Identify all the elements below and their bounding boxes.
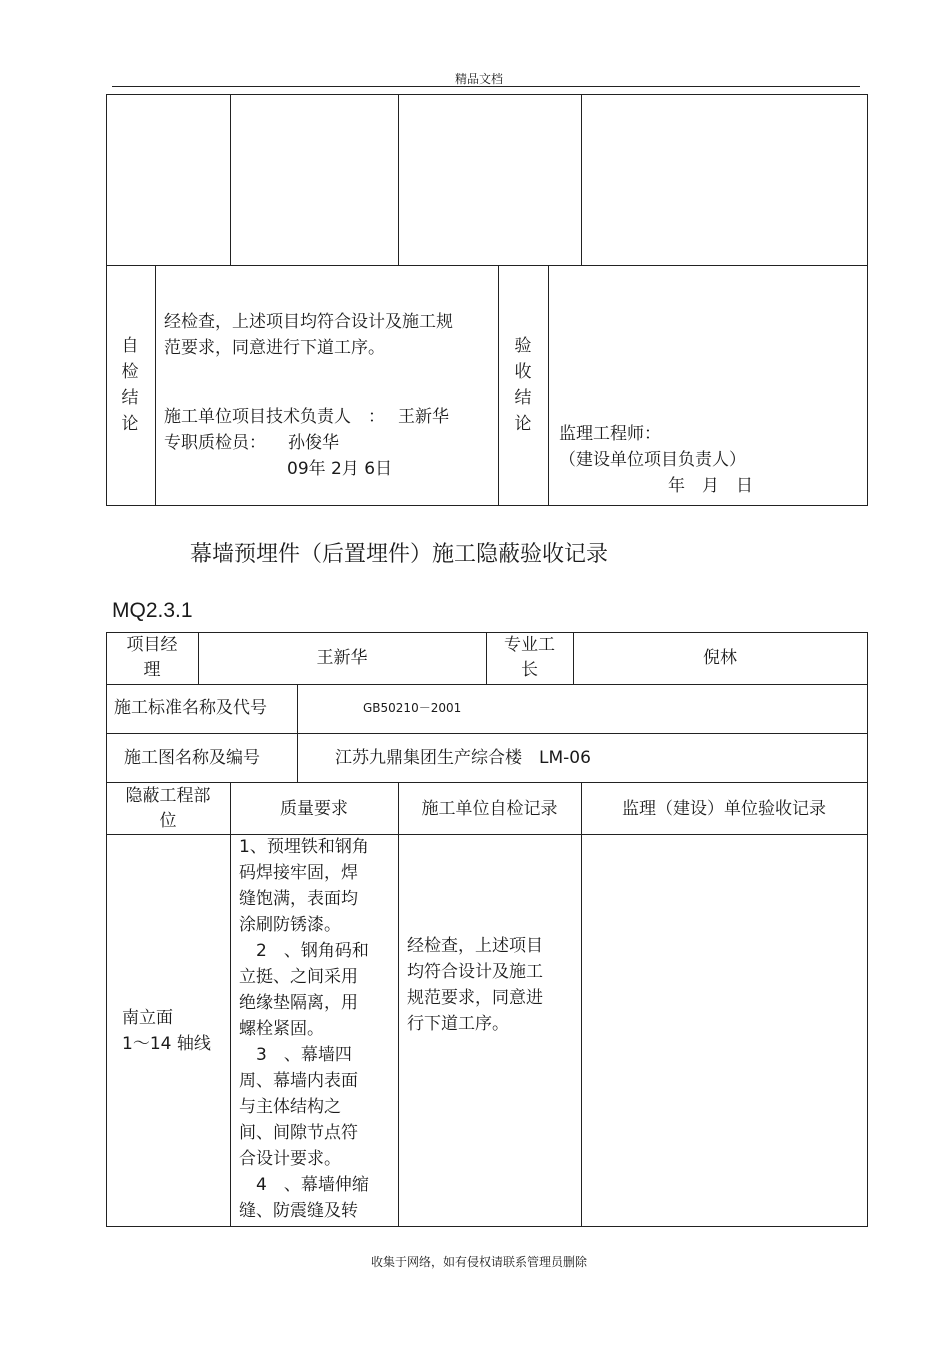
page-header: 精品文档 <box>455 72 504 86</box>
quality-line-1: 1、预埋铁和钢角 <box>239 837 369 857</box>
quality-line-7: 绝缘垫隔离，用 <box>239 993 358 1013</box>
quality-line-6: 立挺、之间采用 <box>239 967 358 987</box>
col-quality: 质量要求 <box>280 799 348 819</box>
drawing-label: 施工图名称及编号 <box>124 748 260 768</box>
acceptance-label: 验收结论 <box>514 336 532 434</box>
project-manager-label-line-1: 项目经 <box>126 635 178 655</box>
location-line-1: 南立面 <box>122 1008 173 1028</box>
self-check-text-line-1: 经检查，上述项目均符合设计及施工规 <box>164 312 453 332</box>
tech-lead-name: 王新华 <box>398 407 449 427</box>
self-record-line-4: 行下道工序。 <box>407 1014 509 1034</box>
quality-line-4: 涂刷防锈漆。 <box>239 915 341 935</box>
inspector-label: 专职质检员： <box>164 433 266 453</box>
location-line-2: 1～14 轴线 <box>122 1034 211 1054</box>
tech-lead-label: 施工单位项目技术负责人 ： <box>164 407 385 427</box>
quality-line-8: 螺栓紧固。 <box>239 1019 324 1039</box>
acceptance-date: 年 月 日 <box>668 476 753 496</box>
col-self-record: 施工单位自检记录 <box>421 799 558 819</box>
project-manager-label-line-2: 理 <box>143 660 161 680</box>
quality-line-2: 码焊接牢固，焊 <box>239 863 358 883</box>
owner-label: （建设单位项目负责人） <box>559 450 746 470</box>
self-record-line-2: 均符合设计及施工 <box>407 962 543 982</box>
drawing-value: 江苏九鼎集团生产综合楼 LM-06 <box>335 748 591 768</box>
foreman-label-line-1: 专业工 <box>504 635 555 655</box>
self-check-date: 09年 2月 6日 <box>287 459 393 479</box>
col-supervision-record: 监理（建设）单位验收记录 <box>622 799 826 819</box>
supervisor-label: 监理工程师： <box>559 424 661 444</box>
standard-value: GB50210－2001 <box>363 701 462 715</box>
quality-line-13: 合设计要求。 <box>239 1149 341 1169</box>
self-record-line-3: 规范要求，同意进 <box>407 988 543 1008</box>
header-rule <box>112 86 860 87</box>
project-manager-value: 王新华 <box>316 648 368 668</box>
quality-line-5: 2 、钢角码和 <box>239 941 369 961</box>
self-check-text-line-2: 范要求，同意进行下道工序。 <box>164 338 385 358</box>
quality-line-10: 周、幕墙内表面 <box>239 1071 358 1091</box>
quality-line-15: 缝、防震缝及转 <box>239 1201 358 1221</box>
quality-line-9: 3 、幕墙四 <box>239 1045 352 1065</box>
page-footer: 收集于网络，如有侵权请联系管理员删除 <box>371 1255 588 1269</box>
record-code: MQ2.3.1 <box>112 599 193 622</box>
foreman-value: 倪林 <box>703 648 737 668</box>
foreman-label-line-2: 长 <box>521 660 538 680</box>
quality-line-12: 间、间隙节点符 <box>239 1123 358 1143</box>
col-location-line-2: 位 <box>159 811 177 831</box>
inspector-name: 孙俊华 <box>288 433 339 453</box>
standard-label: 施工标准名称及代号 <box>114 698 267 718</box>
record-title: 幕墙预埋件（后置埋件）施工隐蔽验收记录 <box>190 542 609 567</box>
quality-line-11: 与主体结构之 <box>239 1097 341 1117</box>
quality-line-14: 4 、幕墙伸缩 <box>239 1175 369 1195</box>
quality-line-3: 缝饱满，表面均 <box>239 889 358 909</box>
self-check-label: 自检结论 <box>121 336 139 434</box>
self-record-line-1: 经检查，上述项目 <box>407 936 543 956</box>
col-location-line-1: 隐蔽工程部 <box>125 786 211 806</box>
